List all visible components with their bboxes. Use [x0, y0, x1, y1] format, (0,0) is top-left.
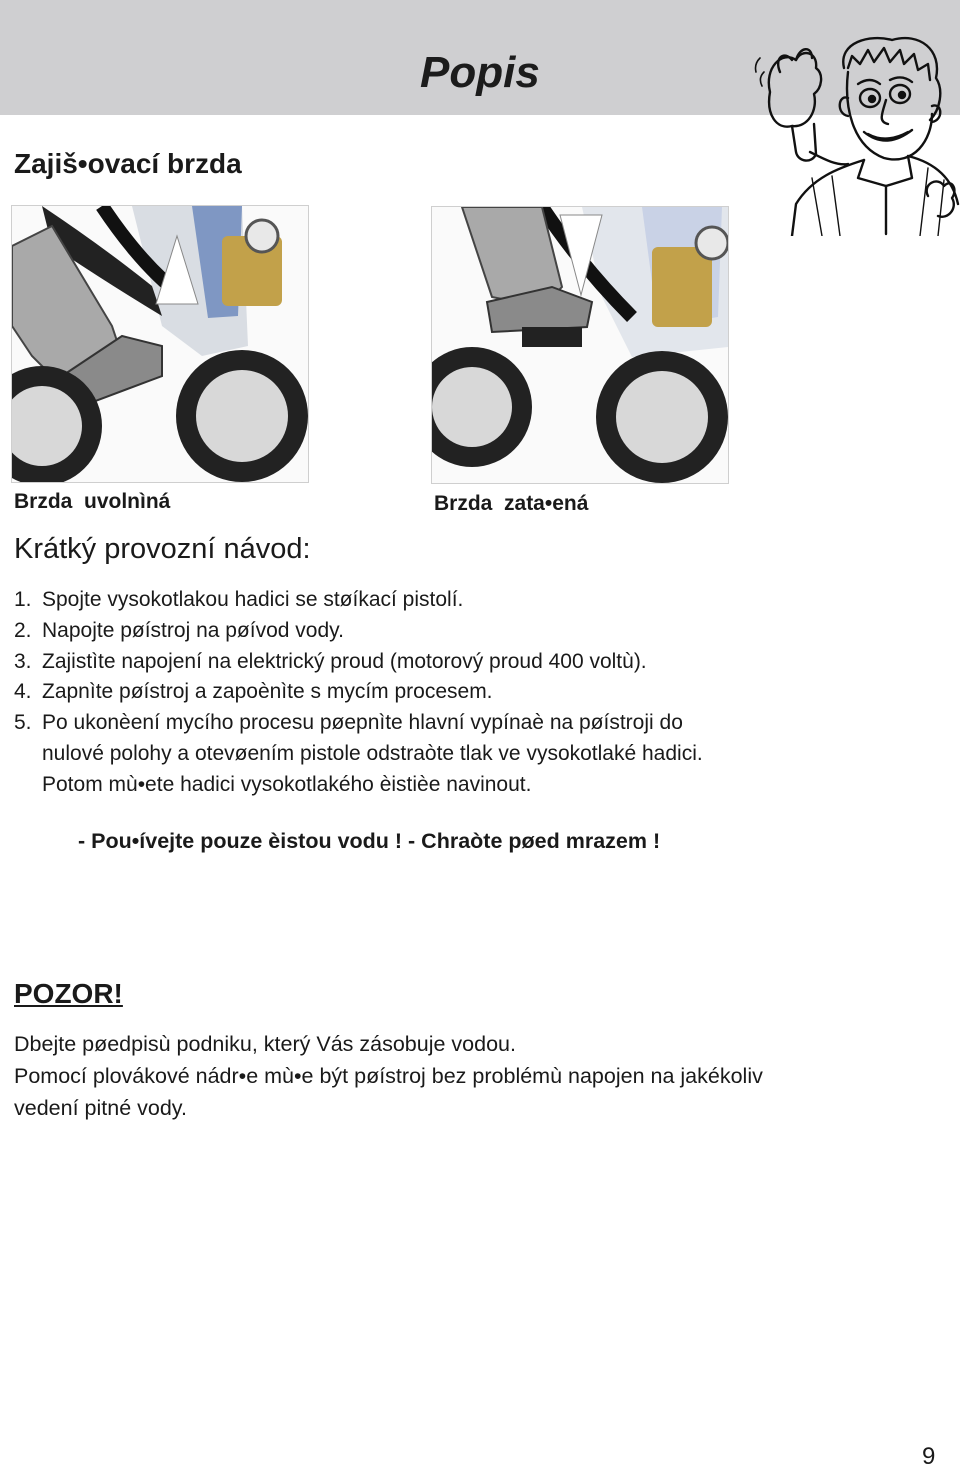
page-header-title: Popis — [420, 48, 540, 97]
step-item: 5. Po ukonèení mycího procesu pøepnìte hlavní vypínaè na pøístroji do nulové polohy a otevøením pistole odstraòte tlak ve vysokotlaké hadici. Potom mù•ete hadici vysokotlakého èistièe navinout. — [14, 711, 703, 796]
mascot-drawing — [752, 28, 960, 236]
quick-guide-title: Krátký provozní návod: — [14, 533, 311, 565]
notice-heading: POZOR! — [14, 978, 123, 1009]
notice-line: Pomocí plovákové nádr•e mù•e být pøístroj bez problémù napojen na jakékoliv — [14, 1064, 763, 1088]
brake-released-illustration — [12, 206, 308, 482]
step-item: 3. Zajistìte napojení na elektrický proud (motorový proud 400 voltù). — [14, 649, 647, 673]
notice-line: Dbejte pøedpisù podniku, který Vás zásobuje vodou. — [14, 1032, 516, 1056]
mascot-illustration — [752, 28, 960, 236]
brake-engaged-illustration — [432, 207, 728, 483]
quick-guide-steps — [14, 585, 914, 801]
step-item: 1. Spojte vysokotlakou hadici se støíkací pistolí. — [14, 588, 464, 611]
photo-brake-released — [11, 205, 309, 483]
caption-brake-released: Brzda uvolnìná — [14, 490, 171, 513]
caption-brake-engaged: Brzda zata•ená — [434, 492, 589, 515]
page-number: 9 — [922, 1443, 936, 1470]
step-item: 2. Napojte pøístroj na pøívod vody. — [14, 618, 344, 642]
notice-text — [14, 1028, 914, 1124]
step-item: 4. Zapnìte pøístroj a zapoènìte s mycím procesem. — [14, 680, 493, 704]
section-title: Zajiš•ovací brzda — [14, 148, 242, 179]
usage-warning: - Pou•ívejte pouze èistou vodu ! - Chraòte pøed mrazem ! — [78, 829, 661, 853]
photo-brake-engaged — [431, 206, 729, 484]
notice-line: vedení pitné vody. — [14, 1096, 187, 1120]
